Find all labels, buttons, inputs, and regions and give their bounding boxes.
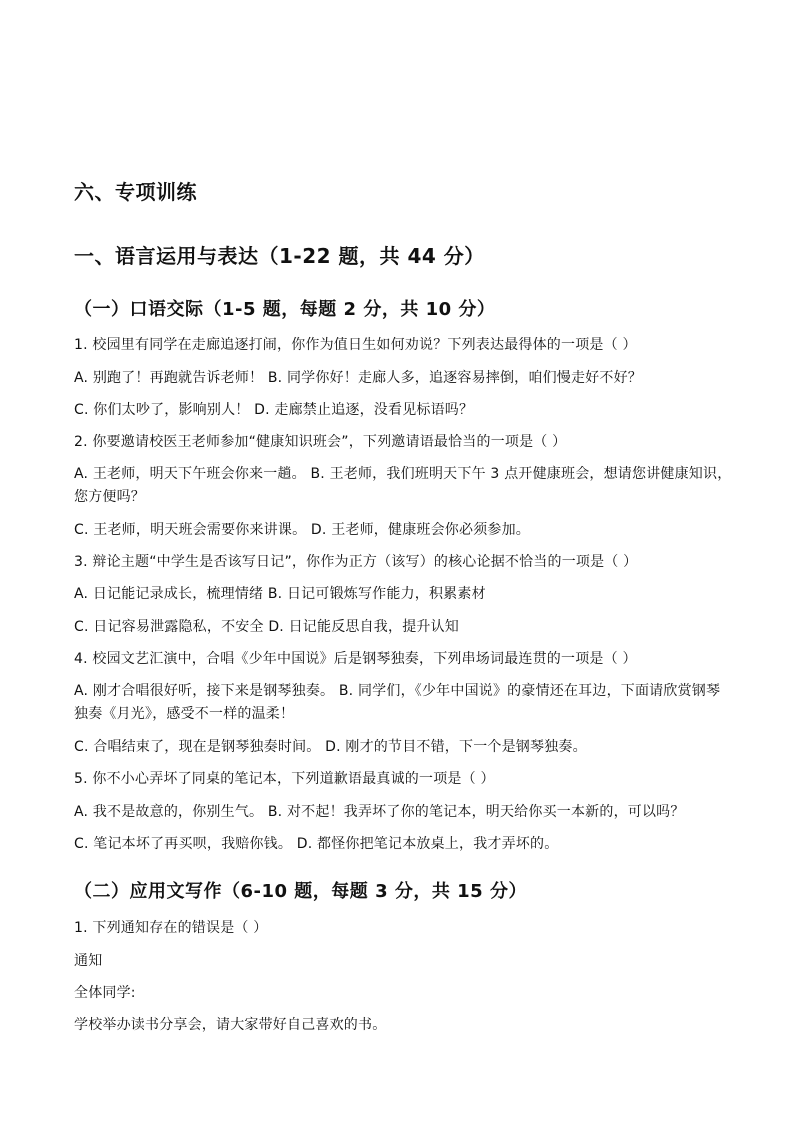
question-3-options-cd: C. 日记容易泄露隐私，不安全 D. 日记能反思自我，提升认知 bbox=[74, 619, 460, 635]
part-one-heading: 一、语言运用与表达（1-22 题，共 44 分） bbox=[74, 244, 485, 268]
question-2-options-ab: A. 王老师，明天下午班会你来一趟。 B. 王老师，我们班明天下午 3 点开健康班会，想请您讲健康知识，您方便吗？ bbox=[74, 466, 732, 505]
notice-body: 学校举办读书分享会，请大家带好自己喜欢的书。 bbox=[74, 1017, 387, 1033]
question-5-stem: 5. 你不小心弄坏了同桌的笔记本，下列道歉语最真诚的一项是（ ） bbox=[74, 771, 495, 787]
question-5-options-ab: A. 我不是故意的，你别生气。 B. 对不起！我弄坏了你的笔记本，明天给你买一本新的，可以吗？ bbox=[74, 804, 685, 820]
notice-greeting: 全体同学: bbox=[74, 985, 136, 1001]
question-3-stem: 3. 辩论主题“中学生是否该写日记”，你作为正方（该写）的核心论据不恰当的一项是（ ） bbox=[74, 554, 638, 570]
section-heading: 六、专项训练 bbox=[74, 180, 197, 204]
question-3-options-ab: A. 日记能记录成长，梳理情绪 B. 日记可锻炼写作能力，积累素材 bbox=[74, 586, 486, 602]
question-4-options-ab: A. 刚才合唱很好听，接下来是钢琴独奏。 B. 同学们，《少年中国说》的豪情还在耳边，下面请欣赏钢琴独奏《月光》，感受不一样的温柔！ bbox=[74, 683, 721, 722]
notice-title: 通知 bbox=[74, 953, 103, 969]
question-4-stem: 4. 校园文艺汇演中，合唱《少年中国说》后是钢琴独奏，下列串场词最连贯的一项是（ ） bbox=[74, 651, 637, 667]
question-2-options-cd: C. 王老师，明天班会需要你来讲课。 D. 王老师，健康班会你必须参加。 bbox=[74, 522, 531, 538]
question-1-options-cd: C. 你们太吵了，影响别人！ D. 走廊禁止追逐，没看见标语吗？ bbox=[74, 402, 474, 418]
subsection-writing-heading: （二）应用文写作（6-10 题，每题 3 分，共 15 分） bbox=[74, 881, 527, 902]
writing-question-1-stem: 1. 下列通知存在的错误是（ ） bbox=[74, 920, 268, 936]
question-1-options-ab: A. 别跑了！再跑就告诉老师！ B. 同学你好！走廊人多，追逐容易摔倒，咱们慢走好不好？ bbox=[74, 370, 642, 386]
question-1-stem: 1. 校园里有同学在走廊追逐打闹，你作为值日生如何劝说？下列表达最得体的一项是（ ） bbox=[74, 337, 637, 353]
question-2-stem: 2. 你要邀请校医王老师参加“健康知识班会”，下列邀请语最恰当的一项是（ ） bbox=[74, 434, 567, 450]
subsection-oral-heading: （一）口语交际（1-5 题，每题 2 分，共 10 分） bbox=[74, 299, 496, 320]
question-5-options-cd: C. 笔记本坏了再买呗，我赔你钱。 D. 都怪你把笔记本放桌上，我才弄坏的。 bbox=[74, 836, 559, 852]
question-4-options-cd: C. 合唱结束了，现在是钢琴独奏时间。 D. 刚才的节目不错，下一个是钢琴独奏。 bbox=[74, 739, 587, 755]
